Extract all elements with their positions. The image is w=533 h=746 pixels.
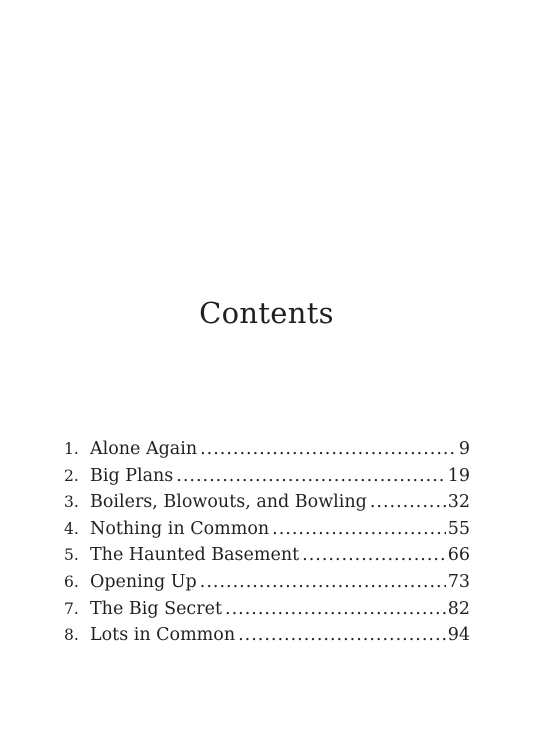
page-title: Contents <box>199 296 334 330</box>
dot-leader <box>225 596 446 622</box>
toc-entry <box>64 596 470 623</box>
toc-entry <box>64 542 470 569</box>
dot-leader <box>302 542 446 568</box>
chapter-title: Boilers, Blowouts, and Bowling <box>90 492 367 513</box>
dot-leader <box>272 516 446 542</box>
chapter-title: Opening Up <box>90 571 197 592</box>
page-number: 19 <box>447 465 470 486</box>
chapter-number: 3. <box>64 493 79 512</box>
chapter-number: 7. <box>64 599 79 618</box>
chapter-title: Alone Again <box>90 439 198 459</box>
chapter-title: Nothing in Common <box>90 518 270 539</box>
toc-entry <box>64 436 470 463</box>
page-number: 73 <box>447 571 470 592</box>
dot-leader <box>176 463 445 489</box>
chapter-number: 1. <box>64 440 79 458</box>
chapter-number: 6. <box>64 572 79 591</box>
page-number: 82 <box>447 598 470 619</box>
dot-leader <box>370 489 446 515</box>
chapter-title: Big Plans <box>90 465 174 486</box>
table-of-contents <box>64 436 470 649</box>
chapter-number: 5. <box>64 546 79 565</box>
page-number: 9 <box>458 439 470 459</box>
page-number: 94 <box>447 625 470 646</box>
dot-leader <box>238 622 446 648</box>
toc-entry <box>64 622 470 649</box>
chapter-title: The Haunted Basement <box>90 545 300 566</box>
page-number: 32 <box>447 492 470 513</box>
chapter-title: Lots in Common <box>90 625 236 646</box>
toc-entry <box>64 516 470 543</box>
toc-entry <box>64 489 470 516</box>
dot-leader <box>200 436 457 462</box>
page-number: 66 <box>447 545 470 566</box>
toc-entry <box>64 569 470 596</box>
chapter-number: 4. <box>64 519 79 538</box>
chapter-number: 8. <box>64 626 79 645</box>
toc-entry <box>64 463 470 490</box>
page-number: 55 <box>447 518 470 539</box>
chapter-title: The Big Secret <box>90 598 222 619</box>
chapter-number: 2. <box>64 466 79 485</box>
dot-leader <box>200 569 446 595</box>
